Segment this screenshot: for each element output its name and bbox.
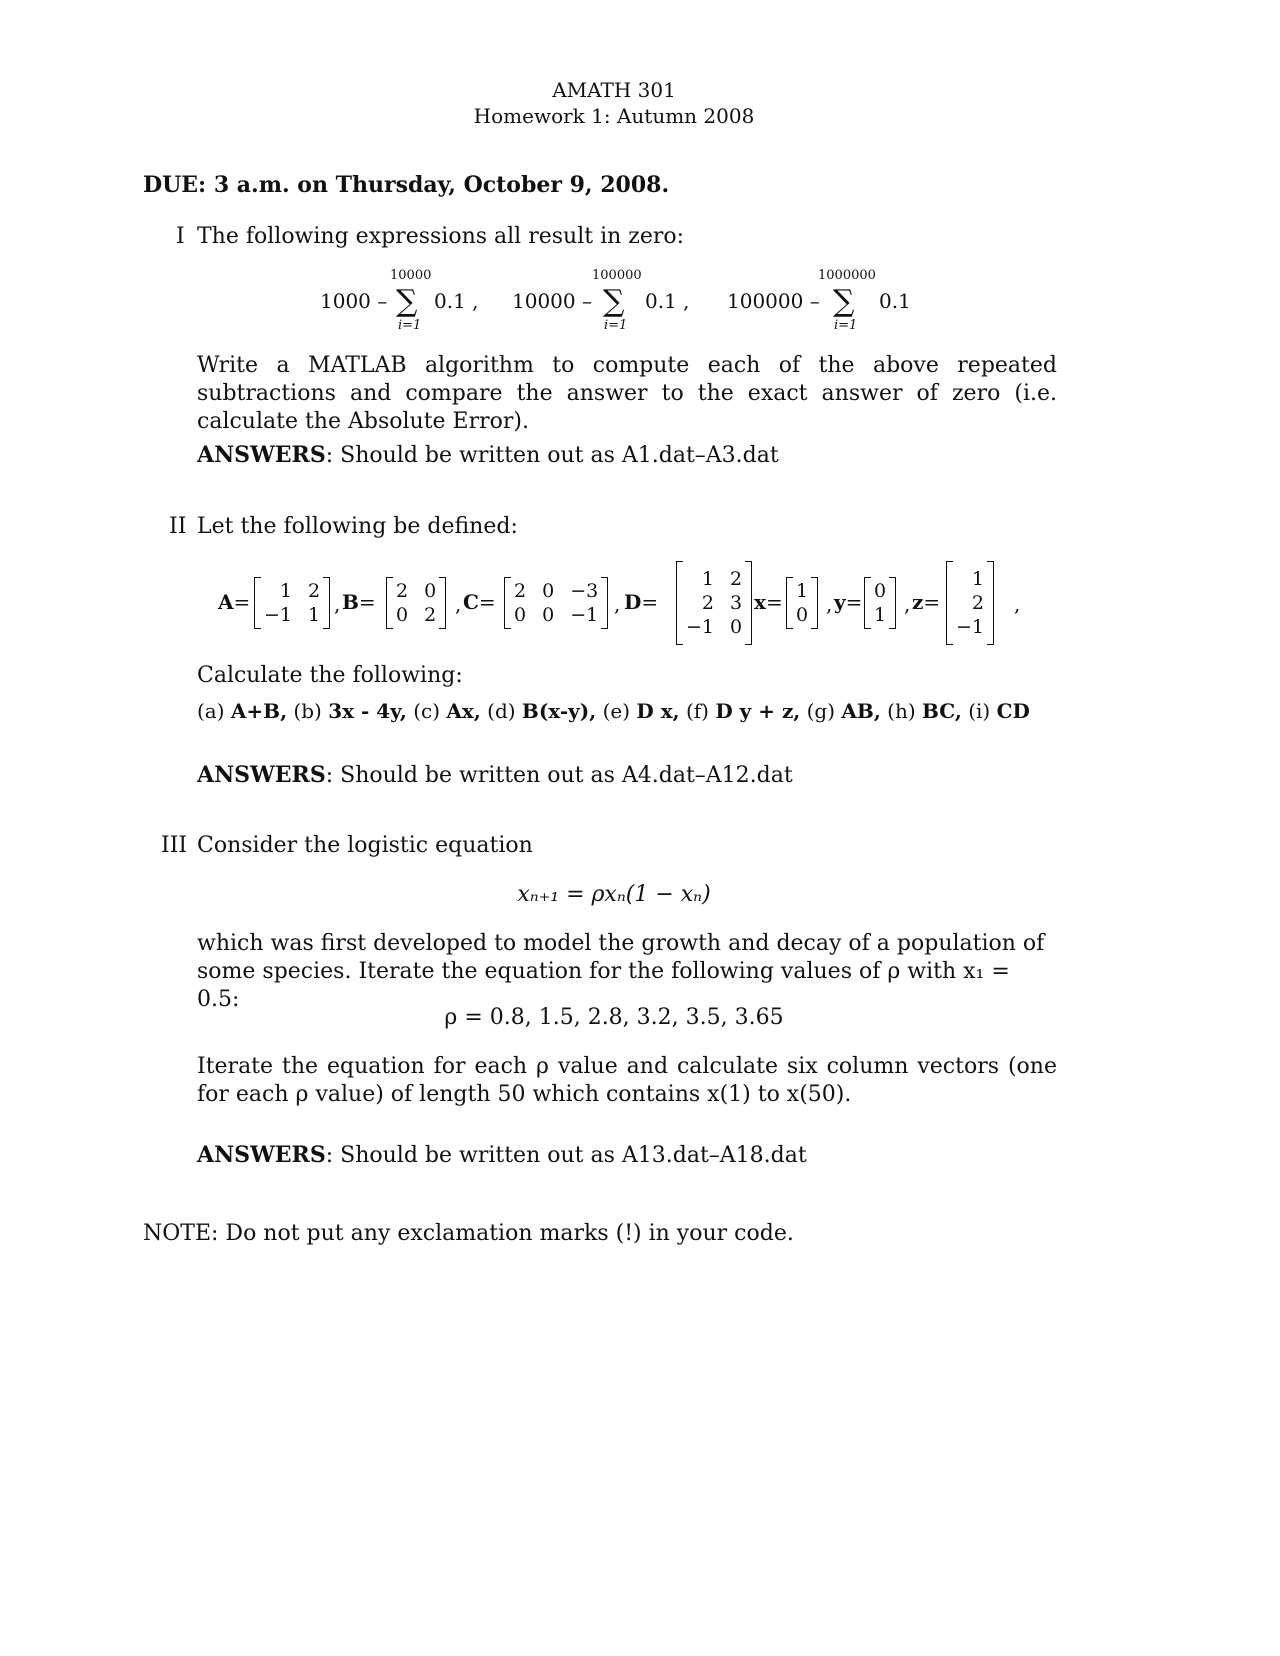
matrix-z-cell: 1: [971, 568, 985, 590]
matrix-D-cell: 0: [730, 616, 743, 638]
course-title: AMATH 301: [552, 78, 676, 102]
comma: ,: [826, 592, 833, 616]
sum-upper: 10000: [390, 268, 432, 283]
homework-title: Homework 1: Autumn 2008: [473, 104, 755, 128]
matrix-z-cell: 2: [971, 592, 985, 614]
sum-term: 0.1 ,: [645, 289, 690, 313]
sum-term: 0.1: [879, 289, 911, 313]
matrix-label-A: A=: [218, 590, 251, 614]
task-expression: A+B,: [230, 699, 288, 723]
matrix-C-cell: 0: [542, 580, 555, 602]
sum-lower: i=1: [834, 318, 858, 333]
task-list: [197, 699, 1030, 723]
due-date: DUE: 3 a.m. on Thursday, October 9, 2008.: [143, 172, 670, 198]
task-tag: (a): [197, 699, 225, 723]
matrix-A-cell: 2: [308, 580, 321, 602]
sigma-symbol: ∑: [833, 284, 855, 319]
matrix-C: [504, 577, 608, 629]
task-expression: 3x - 4y,: [328, 699, 407, 723]
note: NOTE: Do not put any exclamation marks (!) in your code.: [143, 1221, 794, 1246]
matrix-B-cell: 2: [396, 580, 409, 602]
comma: ,: [455, 592, 462, 616]
matrix-B-cell: 2: [424, 604, 437, 626]
task-tag: (i): [968, 699, 991, 723]
vector-label-x: x=: [754, 590, 783, 614]
matrix-A: [254, 577, 330, 629]
matrix-D-cells: [683, 566, 745, 640]
part3-numeral: III: [161, 833, 188, 858]
sum-upper: 100000: [592, 268, 642, 283]
matrix-D-cell: 2: [730, 568, 743, 590]
task-tag: (h): [887, 699, 916, 723]
task-tag: (b): [293, 699, 322, 723]
matrix-label-B: B=: [342, 590, 376, 614]
matrix-A-cell: −1: [264, 604, 293, 626]
part3-answers: [197, 1142, 807, 1168]
part1-intro: The following expressions all result in zero:: [197, 224, 685, 249]
matrix-B-cell: 0: [396, 604, 409, 626]
task-tag: (f): [685, 699, 709, 723]
sum-lower: i=1: [604, 318, 628, 333]
matrix-C-cell: −1: [570, 604, 599, 626]
matrix-A-cell: 1: [308, 604, 321, 626]
matrix-C-cells: [511, 578, 601, 628]
sum-lead: 1000 –: [320, 289, 388, 313]
matrix-C-cell: −3: [570, 580, 599, 602]
task-expression: CD: [996, 699, 1030, 723]
task-tag: (g): [806, 699, 836, 723]
vector-z-cells: [953, 566, 987, 640]
logistic-equation: xₙ₊₁ = ρxₙ(1 − xₙ): [517, 882, 711, 907]
calc-intro: Calculate the following:: [197, 663, 463, 688]
rho-values: ρ = 0.8, 1.5, 2.8, 3.2, 3.5, 3.65: [444, 1005, 784, 1030]
task-expression: BC,: [922, 699, 962, 723]
part1-numeral: I: [176, 224, 185, 249]
comma: ,: [1014, 592, 1021, 616]
matrix-D-cell: 2: [701, 592, 715, 614]
sum-term: 0.1 ,: [434, 289, 479, 313]
part3-intro: Consider the logistic equation: [197, 833, 533, 858]
sum-upper: 1000000: [818, 268, 876, 283]
matrix-D-cell: 1: [701, 568, 715, 590]
matrix-C-cell: 2: [514, 580, 527, 602]
comma: ,: [904, 592, 911, 616]
matrix-B: [386, 577, 446, 629]
matrix-B-cells: [393, 578, 439, 628]
task-expression: D y + z,: [715, 699, 801, 723]
task-expression: AB,: [841, 699, 881, 723]
matrix-C-cell: 0: [542, 604, 555, 626]
part1-body: Write a MATLAB algorithm to compute each of the above repeated subtractions and compare the answer to the exact answer of zero (i.e. calculate the Absolute Error).: [197, 353, 1057, 434]
task-tag: (d): [487, 699, 516, 723]
matrix-D-cell: −1: [686, 616, 715, 638]
answers-label: ANSWERS: [197, 1142, 326, 1168]
sum-lead: 10000 –: [512, 289, 592, 313]
vector-y-cells: [871, 578, 889, 628]
matrix-x-cell: 0: [796, 604, 809, 626]
matrix-z-cell: −1: [956, 616, 985, 638]
vector-x: [786, 577, 818, 629]
part1-answers: [197, 442, 779, 468]
task-expression: B(x-y),: [521, 699, 597, 723]
sigma-symbol: ∑: [603, 284, 625, 319]
answers-text: : Should be written out as A13.dat–A18.dat: [325, 1143, 807, 1168]
vector-x-cells: [793, 578, 811, 628]
part2-intro: Let the following be defined:: [197, 514, 518, 539]
vector-z: [946, 561, 994, 645]
matrix-A-cell: 1: [279, 580, 293, 602]
task-expression: D x,: [636, 699, 680, 723]
comma: ,: [614, 592, 621, 616]
sum-lead: 100000 –: [727, 289, 820, 313]
matrix-A-cells: [261, 578, 323, 628]
sum-lower: i=1: [398, 318, 422, 333]
matrix-B-cell: 0: [424, 580, 437, 602]
matrix-y-cell: 1: [874, 604, 887, 626]
matrix-label-C: C=: [463, 590, 496, 614]
matrix-y-cell: 0: [874, 580, 887, 602]
vector-y: [864, 577, 896, 629]
matrix-x-cell: 1: [796, 580, 809, 602]
matrix-D: [676, 561, 752, 645]
vector-label-y: y=: [834, 590, 863, 614]
matrix-label-D: D=: [624, 590, 659, 614]
matrix-C-cell: 0: [514, 604, 527, 626]
sigma-symbol: ∑: [396, 284, 418, 319]
task-tag: (c): [413, 699, 441, 723]
answers-label: ANSWERS: [197, 442, 326, 468]
comma: ,: [334, 592, 341, 616]
part3-body2: Iterate the equation for each ρ value and calculate six column vectors (one for each ρ value) of length 50 which contains x(1) to x(50).: [197, 1054, 1057, 1107]
vector-label-z: z=: [912, 590, 941, 614]
answers-text: : Should be written out as A1.dat–A3.dat: [325, 443, 779, 468]
part2-answers: [197, 762, 793, 788]
part3-body1: which was first developed to model the growth and decay of a population of some species. Iterate the equation for the following values of ρ with x₁ = 0.5:: [197, 931, 1045, 1012]
task-tag: (e): [602, 699, 631, 723]
task-expression: Ax,: [446, 699, 481, 723]
matrix-D-cell: 3: [730, 592, 743, 614]
answers-text: : Should be written out as A4.dat–A12.dat: [325, 763, 793, 788]
part2-numeral: II: [169, 514, 187, 539]
answers-label: ANSWERS: [197, 762, 326, 788]
